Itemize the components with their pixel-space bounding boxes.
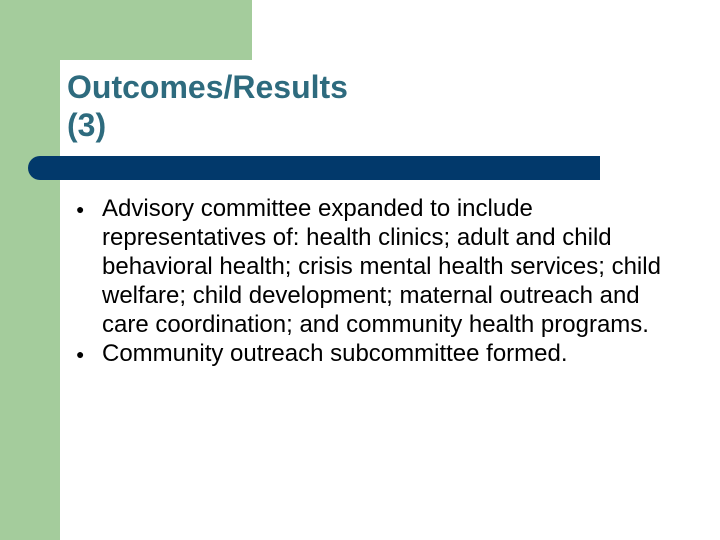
slide-title-line: (3) [67, 107, 107, 143]
bullet-item [76, 339, 676, 370]
green-top-decoration [60, 0, 252, 60]
title-divider-bar [28, 156, 600, 180]
slide-title-line: Outcomes/Results [67, 69, 348, 105]
bullet-dot-icon: ● [76, 201, 85, 217]
bullet-list [76, 194, 676, 370]
bullet-dot-icon: ● [76, 346, 85, 362]
green-sidebar-decoration [0, 0, 60, 540]
slide-title [67, 68, 627, 144]
bullet-item [76, 194, 676, 339]
bullet-text: Advisory committee expanded to include representatives of: health clinics; adult and child behavioral health; crisis mental health services; child welfare; child development; maternal outreach and care coordination; and community health programs. [102, 195, 661, 338]
bullet-text: Community outreach subcommittee formed. [102, 340, 568, 367]
